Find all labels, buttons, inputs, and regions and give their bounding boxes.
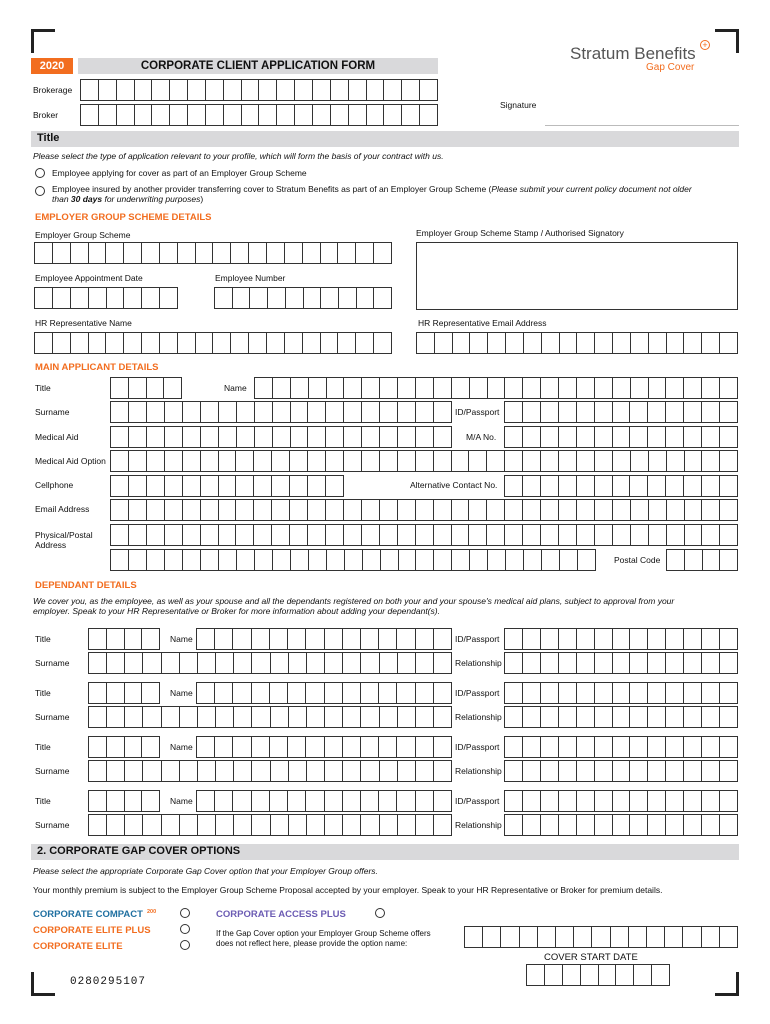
dependant-title-label: Title bbox=[35, 634, 51, 644]
hr-email-label: HR Representative Email Address bbox=[418, 318, 547, 328]
dependant-title-label: Title bbox=[35, 688, 51, 698]
crop-mark-bottom-right bbox=[715, 972, 739, 996]
dependant-id-label: ID/Passport bbox=[455, 634, 500, 644]
medical-aid-option-input[interactable] bbox=[110, 450, 738, 472]
employee-number-label: Employee Number bbox=[215, 273, 286, 283]
dependant-2-surname-input[interactable] bbox=[88, 706, 452, 728]
dependant-relationship-label: Relationship bbox=[455, 658, 502, 668]
dependant-1-name-input[interactable] bbox=[196, 628, 452, 650]
dependant-4-relationship-input[interactable] bbox=[504, 814, 738, 836]
title-input[interactable] bbox=[110, 377, 182, 399]
physical-address-label: Physical/Postal Address bbox=[35, 530, 93, 550]
section-2-intro: Please select the appropriate Corporate Gap Cover option that your Employer Group offers. bbox=[33, 866, 378, 876]
dependant-name-label: Name bbox=[170, 688, 193, 698]
dependant-surname-label: Surname bbox=[35, 766, 70, 776]
medical-aid-label: Medical Aid bbox=[35, 432, 79, 442]
dependant-2-relationship-input[interactable] bbox=[504, 706, 738, 728]
section-1-bar bbox=[31, 131, 739, 147]
medical-aid-input[interactable] bbox=[110, 426, 452, 448]
crop-mark-top-left bbox=[31, 29, 55, 53]
dependant-heading: DEPENDANT DETAILS bbox=[35, 580, 137, 591]
crop-mark-bottom-left bbox=[31, 972, 55, 996]
address-line-2-input[interactable] bbox=[110, 549, 596, 571]
dependant-1-relationship-input[interactable] bbox=[504, 652, 738, 674]
option-compact-radio[interactable] bbox=[180, 908, 190, 918]
other-option-note: If the Gap Cover option your Employer Group Scheme offers does not reflect here, please provide the option name: bbox=[216, 929, 431, 948]
name-input[interactable] bbox=[254, 377, 738, 399]
hr-name-label: HR Representative Name bbox=[35, 318, 132, 328]
dependant-4-surname-input[interactable] bbox=[88, 814, 452, 836]
address-line-1-input[interactable] bbox=[110, 524, 738, 546]
stamp-box[interactable] bbox=[416, 242, 738, 310]
logo-plus-icon: + bbox=[700, 40, 710, 50]
dependant-id-label: ID/Passport bbox=[455, 796, 500, 806]
dependant-intro: We cover you, as the employee, as well as your spouse and all the dependants registered on both your and your spouse's medical aid plans, subject to approval from your employer. Speak to your HR Representative or Broker for more information about adding your dependant(s). bbox=[33, 596, 675, 616]
hr-name-input[interactable] bbox=[34, 332, 392, 354]
dependant-relationship-label: Relationship bbox=[455, 766, 502, 776]
broker-input[interactable] bbox=[80, 104, 438, 126]
section-2-bar bbox=[31, 844, 739, 860]
dependant-1-surname-input[interactable] bbox=[88, 652, 452, 674]
name-label: Name bbox=[224, 383, 247, 393]
option-elite-plus-label: CORPORATE ELITE PLUS bbox=[33, 925, 151, 936]
option-1-radio[interactable] bbox=[35, 168, 45, 178]
broker-label: Broker bbox=[33, 110, 59, 120]
option-1-label: Employee applying for cover as part of an Employer Group Scheme bbox=[52, 168, 307, 178]
dependant-surname-label: Surname bbox=[35, 712, 70, 722]
option-access-plus-label: CORPORATE ACCESS PLUS bbox=[216, 909, 346, 920]
alt-contact-label: Alternative Contact No. bbox=[410, 480, 498, 490]
logo bbox=[570, 40, 715, 74]
option-elite-plus-radio[interactable] bbox=[180, 924, 190, 934]
dependant-1-title-input[interactable] bbox=[88, 628, 160, 650]
other-option-name-input[interactable] bbox=[464, 926, 738, 948]
option-compact-label: CORPORATE COMPACT $^{200}$ bbox=[33, 909, 157, 921]
cover-start-date-label: COVER START DATE bbox=[544, 952, 638, 963]
dependant-4-id-input[interactable] bbox=[504, 790, 738, 812]
dependant-2-title-input[interactable] bbox=[88, 682, 160, 704]
signature-field[interactable] bbox=[545, 80, 739, 126]
title-label: Title bbox=[35, 383, 51, 393]
id-passport-input[interactable] bbox=[504, 401, 738, 423]
surname-label: Surname bbox=[35, 407, 70, 417]
dependant-surname-label: Surname bbox=[35, 658, 70, 668]
cover-start-date-input[interactable] bbox=[526, 964, 670, 986]
section-2-title: 2. CORPORATE GAP COVER OPTIONS bbox=[37, 845, 241, 857]
dependant-2-name-input[interactable] bbox=[196, 682, 452, 704]
dependant-4-name-input[interactable] bbox=[196, 790, 452, 812]
dependant-id-label: ID/Passport bbox=[455, 688, 500, 698]
dependant-3-surname-input[interactable] bbox=[88, 760, 452, 782]
dependant-3-title-input[interactable] bbox=[88, 736, 160, 758]
logo-main-text: Stratum Benefits bbox=[570, 44, 696, 63]
employee-number-input[interactable] bbox=[214, 287, 392, 309]
email-input[interactable] bbox=[110, 499, 738, 521]
option-access-plus-radio[interactable] bbox=[375, 908, 385, 918]
employer-scheme-input[interactable] bbox=[34, 242, 392, 264]
dependant-title-label: Title bbox=[35, 742, 51, 752]
option-2-label: Employee insured by another provider transferring cover to Stratum Benefits as part of an Employer Group Scheme (Please submit your current policy document not older than 30 days for underwriting purposes) bbox=[52, 184, 692, 204]
signature-label: Signature bbox=[500, 100, 537, 110]
ma-no-input[interactable] bbox=[504, 426, 738, 448]
cellphone-label: Cellphone bbox=[35, 480, 74, 490]
dependant-id-label: ID/Passport bbox=[455, 742, 500, 752]
employer-scheme-label: Employer Group Scheme bbox=[35, 230, 131, 240]
postal-code-input[interactable] bbox=[666, 549, 738, 571]
option-2-radio[interactable] bbox=[35, 186, 45, 196]
alt-contact-input[interactable] bbox=[504, 475, 738, 497]
dependant-name-label: Name bbox=[170, 796, 193, 806]
stamp-label: Employer Group Scheme Stamp / Authorised Signatory bbox=[416, 228, 624, 238]
brokerage-input[interactable] bbox=[80, 79, 438, 101]
dependant-name-label: Name bbox=[170, 742, 193, 752]
option-elite-radio[interactable] bbox=[180, 940, 190, 950]
section-1-intro: Please select the type of application relevant to your profile, which will form the basis of your contract with us. bbox=[33, 151, 444, 161]
year-badge: 2020 bbox=[31, 58, 73, 74]
main-applicant-heading: MAIN APPLICANT DETAILS bbox=[35, 362, 159, 373]
appointment-date-label: Employee Appointment Date bbox=[35, 273, 143, 283]
employer-heading: EMPLOYER GROUP SCHEME DETAILS bbox=[35, 212, 212, 223]
dependant-surname-label: Surname bbox=[35, 820, 70, 830]
logo-sub-text: Gap Cover bbox=[646, 62, 695, 73]
premium-note: Your monthly premium is subject to the Employer Group Scheme Proposal accepted by your employer. Speak to your HR Representative or Broker for premium details. bbox=[33, 885, 663, 895]
dependant-title-label: Title bbox=[35, 796, 51, 806]
surname-input[interactable] bbox=[110, 401, 452, 423]
dependant-1-id-input[interactable] bbox=[504, 628, 738, 650]
dependant-relationship-label: Relationship bbox=[455, 820, 502, 830]
cellphone-input[interactable] bbox=[110, 475, 344, 497]
brokerage-label: Brokerage bbox=[33, 85, 73, 95]
hr-email-input[interactable] bbox=[416, 332, 738, 354]
medical-aid-option-label: Medical Aid Option bbox=[35, 456, 106, 466]
dependant-relationship-label: Relationship bbox=[455, 712, 502, 722]
dependant-3-id-input[interactable] bbox=[504, 736, 738, 758]
postal-code-label: Postal Code bbox=[614, 555, 661, 565]
dependant-2-id-input[interactable] bbox=[504, 682, 738, 704]
form-title-bar: CORPORATE CLIENT APPLICATION FORM bbox=[78, 58, 438, 74]
section-1-title: Title bbox=[37, 132, 60, 144]
option-elite-label: CORPORATE ELITE bbox=[33, 941, 123, 952]
appointment-date-input[interactable] bbox=[34, 287, 178, 309]
dependant-name-label: Name bbox=[170, 634, 193, 644]
dependant-4-title-input[interactable] bbox=[88, 790, 160, 812]
barcode-number: 0280295107 bbox=[70, 976, 147, 988]
email-label: Email Address bbox=[35, 504, 90, 514]
dependant-3-relationship-input[interactable] bbox=[504, 760, 738, 782]
ma-no-label: M/A No. bbox=[466, 432, 497, 442]
dependant-3-name-input[interactable] bbox=[196, 736, 452, 758]
crop-mark-top-right bbox=[715, 29, 739, 53]
id-passport-label: ID/Passport bbox=[455, 407, 500, 417]
